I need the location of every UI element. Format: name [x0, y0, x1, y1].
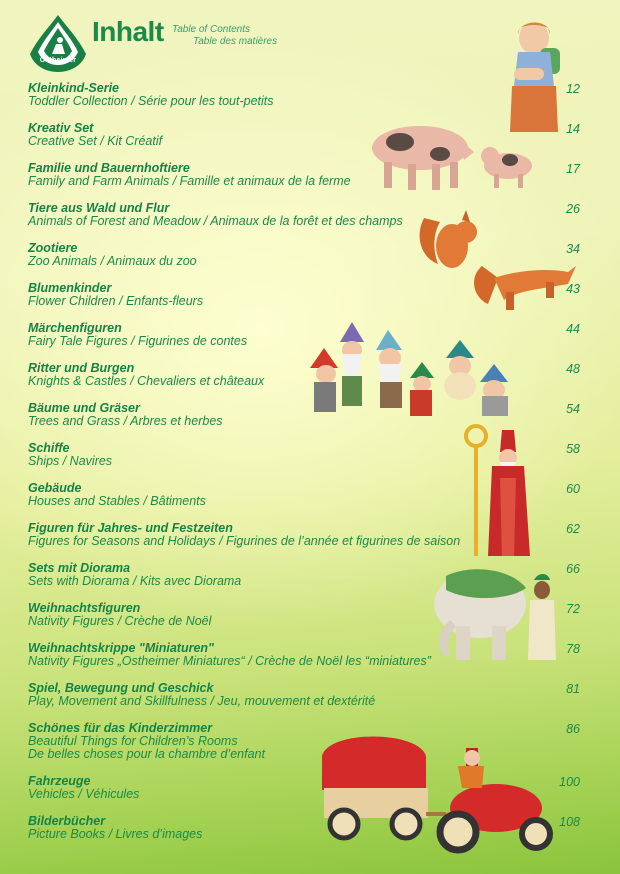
entry-title: Weihnachtsfiguren — [28, 601, 141, 615]
toc-entry[interactable] — [28, 402, 580, 428]
entry-translation: Toddler Collection / Série pour les tout-petits — [28, 94, 274, 108]
entry-page-number: 17 — [566, 162, 580, 176]
entry-translation: Flower Children / Enfants-fleurs — [28, 294, 204, 308]
entry-translation: Ships / Navires — [28, 454, 113, 468]
toc-entry[interactable] — [28, 242, 580, 268]
entry-translation: Creative Set / Kit Créatif — [28, 134, 163, 148]
entry-title: Gebäude — [28, 481, 82, 495]
entry-title: Zootiere — [28, 241, 78, 255]
entry-page-number: 72 — [566, 602, 580, 616]
toc-entry[interactable] — [28, 362, 580, 388]
ostheimer-logo — [28, 14, 88, 74]
entry-page-number: 86 — [566, 722, 580, 736]
entry-translation: Beautiful Things for Children’s Rooms — [28, 734, 238, 748]
entry-page-number: 43 — [566, 282, 580, 296]
entry-page-number: 100 — [559, 775, 580, 789]
entry-translation: Houses and Stables / Bâtiments — [28, 494, 206, 508]
entry-title: Weihnachtskrippe "Miniaturen" — [28, 641, 214, 655]
entry-title: Tiere aus Wald und Flur — [28, 201, 170, 215]
toc-entry[interactable] — [28, 775, 580, 801]
entry-title: Sets mit Diorama — [28, 561, 131, 575]
entry-page-number: 108 — [559, 815, 580, 829]
entry-page-number: 78 — [566, 642, 580, 656]
toc-entry[interactable] — [28, 562, 580, 588]
entry-page-number: 62 — [566, 522, 580, 536]
entry-translation: Knights & Castles / Chevaliers et châteaux — [28, 374, 265, 388]
entry-translation: Vehicles / Véhicules — [28, 787, 140, 801]
toc-entry[interactable] — [28, 815, 580, 841]
toc-entry[interactable] — [28, 722, 580, 761]
entry-translation: Trees and Grass / Arbres et herbes — [28, 414, 223, 428]
entry-page-number: 81 — [566, 682, 580, 696]
entry-title: Schiffe — [28, 441, 70, 455]
toc-entry[interactable] — [28, 202, 580, 228]
entry-translation-second-line: De belles choses pour la chambre d’enfant — [28, 747, 265, 761]
entry-translation: Zoo Animals / Animaux du zoo — [28, 254, 197, 268]
entry-translation: Family and Farm Animals / Famille et animaux de la ferme — [28, 174, 351, 188]
entry-page-number: 66 — [566, 562, 580, 576]
entry-translation: Animals of Forest and Meadow / Animaux de la forêt et des champs — [28, 214, 403, 228]
toc-entry[interactable] — [28, 642, 580, 668]
toc-entry[interactable] — [28, 122, 580, 148]
toc-entry[interactable] — [28, 82, 580, 108]
subtitle-french: Table des matières — [193, 36, 278, 47]
toc-entry[interactable] — [28, 682, 580, 708]
entry-title: Märchenfiguren — [28, 321, 122, 335]
entry-title: Fahrzeuge — [28, 774, 91, 788]
entry-title: Figuren für Jahres- und Festzeiten — [28, 521, 233, 535]
toc-entry[interactable] — [28, 442, 580, 468]
entry-translation: Play, Movement and Skillfulness / Jeu, mouvement et dextérité — [28, 694, 376, 708]
entry-translation: Picture Books / Livres d’images — [28, 827, 203, 841]
entry-translation: Fairy Tale Figures / Figurines de contes — [28, 334, 248, 348]
entry-title: Ritter und Burgen — [28, 361, 135, 375]
entry-page-number: 58 — [566, 442, 580, 456]
entry-title: Blumenkinder — [28, 281, 112, 295]
entry-page-number: 12 — [566, 82, 580, 96]
toc-entry[interactable] — [28, 162, 580, 188]
toc-entry[interactable] — [28, 282, 580, 308]
subtitle-english: Table of Contents — [172, 24, 251, 35]
entry-page-number: 26 — [566, 202, 580, 216]
entry-translation: Figures for Seasons and Holidays / Figurines de l’année et figurines de saison — [28, 534, 461, 548]
entry-page-number: 44 — [566, 322, 580, 336]
entry-title: Familie und Bauernhoftiere — [28, 161, 190, 175]
entry-page-number: 60 — [566, 482, 580, 496]
entry-page-number: 54 — [566, 402, 580, 416]
entry-translation: Nativity Figures / Crèche de Noël — [28, 614, 212, 628]
entry-title: Kreativ Set — [28, 121, 94, 135]
entry-title: Schönes für das Kinderzimmer — [28, 721, 213, 735]
entry-translation: Sets with Diorama / Kits avec Diorama — [28, 574, 242, 588]
entry-title: Spiel, Bewegung und Geschick — [28, 681, 214, 695]
entry-translation: Nativity Figures „Ostheimer Miniatures“ / Crèche de Noël les “miniatures” — [28, 654, 431, 668]
logo-text: Ostheimer — [39, 57, 77, 64]
entry-title: Bilderbücher — [28, 814, 106, 828]
toc-entry[interactable] — [28, 322, 580, 348]
entry-page-number: 34 — [566, 242, 580, 256]
page-subtitle — [172, 24, 277, 48]
page-title: Inhalt — [92, 16, 164, 47]
entry-title: Kleinkind-Serie — [28, 81, 119, 95]
entry-page-number: 14 — [566, 122, 580, 136]
toc-entry[interactable] — [28, 522, 580, 548]
entry-page-number: 48 — [566, 362, 580, 376]
toc-entry[interactable] — [28, 602, 580, 628]
entry-title: Bäume und Gräser — [28, 401, 140, 415]
toc-entry[interactable] — [28, 482, 580, 508]
